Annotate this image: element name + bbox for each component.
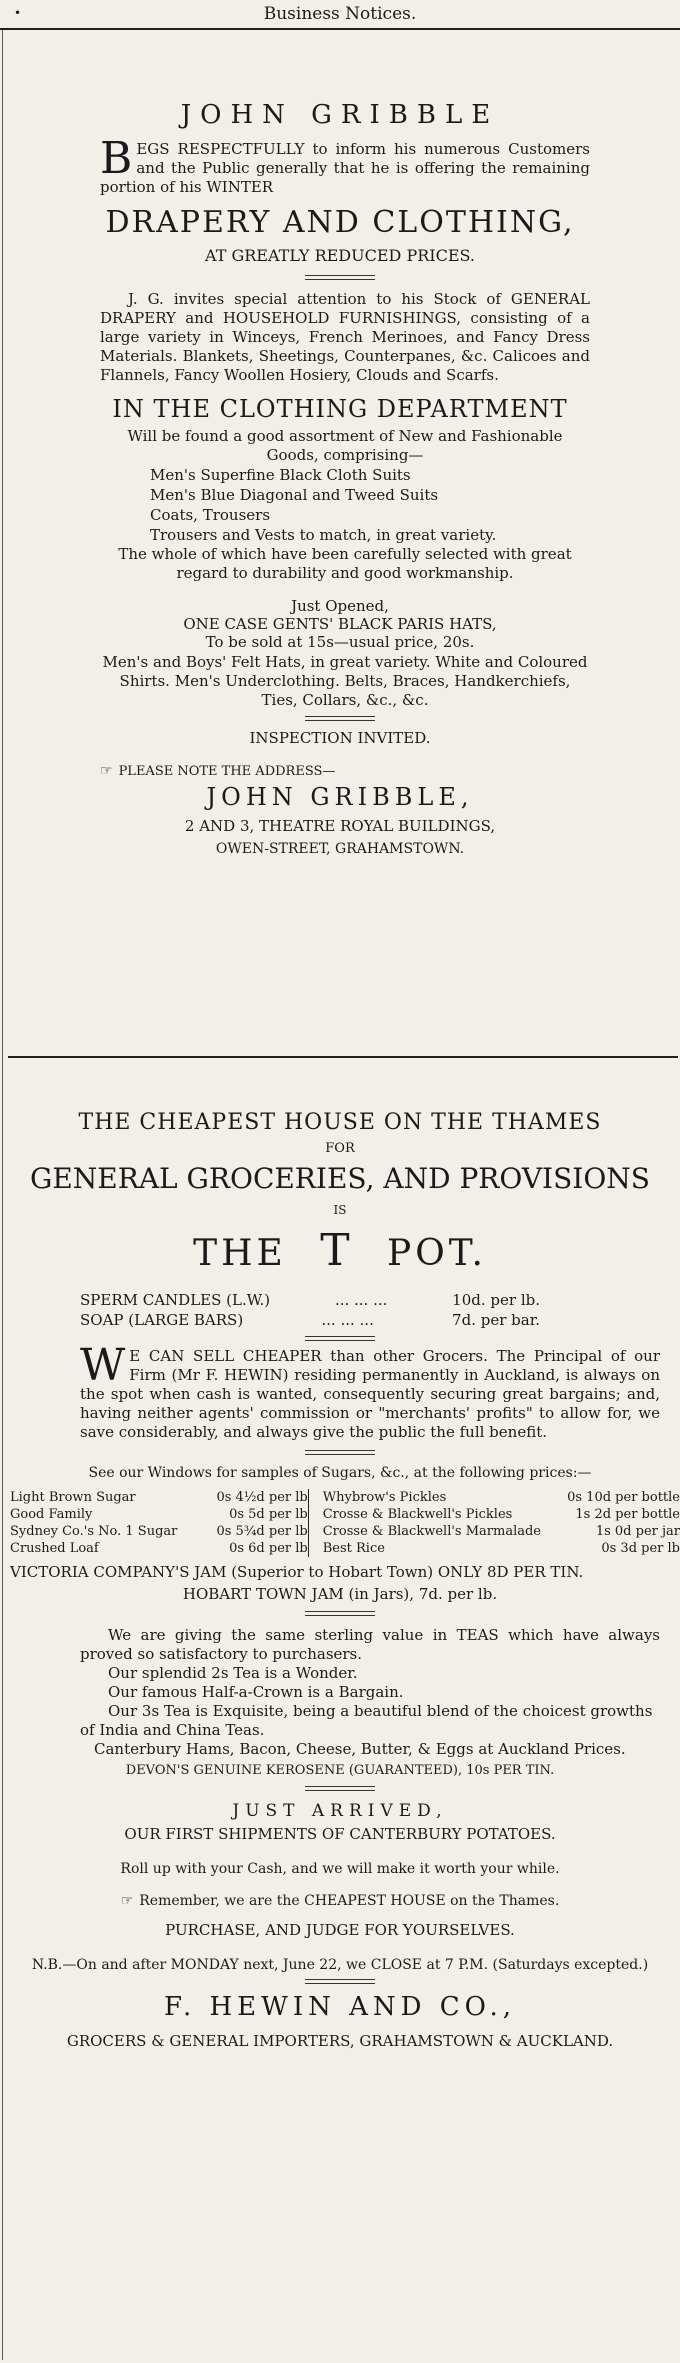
ornament-rule — [305, 1979, 375, 1984]
hats-price: To be sold at 15s—usual price, 20s. — [205, 633, 475, 651]
groceries-heading: GENERAL GROCERIES, AND PROVISIONS — [30, 1162, 650, 1195]
address-line-2: OWEN-STREET, GRAHAMSTOWN. — [215, 841, 465, 857]
gribble-ad — [0, 100, 680, 857]
ornament-rule — [305, 716, 375, 721]
drapery-paragraph: J. G. invites special attention to his Stock of GENERAL DRAPERY and HOUSEHOLD FURNISHINGS, consisting of a large variety in Winceys, French Merinoes, and Fancy Dress Materials. Blankets, Sheetings, Counterpanes, &c. Calicoes and Flannels, Fancy Woollen Hosiery, Clouds and Scarfs. — [100, 290, 590, 384]
section-title: Business Notices. — [263, 4, 417, 24]
potatoes-line: OUR FIRST SHIPMENTS OF CANTERBURY POTATOES. — [124, 1825, 556, 1843]
table-row: Sydney Co.'s No. 1 Sugar 0s 5¾d per lb — [10, 1524, 308, 1539]
address-name: JOHN GRIBBLE, — [206, 783, 474, 811]
cash-line: Roll up with your Cash, and we will make it worth your while. — [120, 1861, 560, 1877]
clothing-list — [0, 465, 680, 545]
purchase-line: PURCHASE, AND JUDGE FOR YOURSELVES. — [165, 1921, 515, 1939]
price-line: SOAP (LARGE BARS) ... ... ... 7d. per bar. — [80, 1311, 540, 1329]
hats-line: ONE CASE GENTS' BLACK PARIS HATS, — [183, 615, 497, 633]
gribble-name: JOHN GRIBBLE — [180, 100, 500, 130]
nb-line: N.B.—On and after MONDAY next, June 22, we CLOSE at 7 P.M. (Saturdays excepted.) — [31, 1957, 649, 1973]
is-line: IS — [333, 1203, 347, 1217]
ornament-rule — [305, 1786, 375, 1791]
price-lines — [80, 1290, 540, 1330]
list-item: Canterbury Hams, Bacon, Cheese, Butter, & Eggs at Auckland Prices. — [94, 1740, 626, 1758]
pickle-prices — [308, 1489, 680, 1557]
teas-paragraph: We are giving the same sterling value in TEAS which have always proved so satisfactory to purchasers. — [80, 1626, 660, 1663]
list-item: Our famous Half-a-Crown is a Bargain. — [108, 1683, 404, 1701]
list-item: Trousers and Vests to match, in great variety. — [150, 526, 497, 544]
dropcap-b: B — [100, 133, 133, 184]
cheapest-house: THE CHEAPEST HOUSE ON THE THAMES — [78, 1110, 602, 1135]
hewin-ad — [0, 1110, 680, 2050]
clothing-heading: IN THE CLOTHING DEPARTMENT — [112, 395, 568, 423]
firm-subtitle: GROCERS & GENERAL IMPORTERS, GRAHAMSTOWN & AUCKLAND. — [66, 2032, 614, 2050]
price-line: SPERM CANDLES (L.W.) ... ... ... 10d. per lb. — [80, 1291, 540, 1309]
windows-line: See our Windows for samples of Sugars, &c., at the following prices:— — [88, 1465, 592, 1481]
ornament-rule — [305, 1450, 375, 1455]
ornament-rule — [305, 1336, 375, 1341]
table-row: Light Brown Sugar 0s 4½d per lb — [10, 1490, 308, 1505]
tea-pot-mark: T — [320, 1225, 354, 1276]
table-row: Whybrow's Pickles 0s 10d per bottle — [322, 1490, 680, 1505]
firm-name: F. HEWIN AND CO., — [163, 1992, 517, 2022]
drapery-heading: DRAPERY AND CLOTHING, — [105, 205, 575, 240]
table-row: Crosse & Blackwell's Pickles 1s 2d per bottle — [322, 1507, 680, 1522]
table-row: Best Rice 0s 3d per lb — [322, 1541, 680, 1556]
remember-line: ☞ Remember, we are the CHEAPEST HOUSE on the Thames. — [120, 1893, 560, 1909]
inspection-invited: INSPECTION INVITED. — [249, 729, 431, 747]
ornament-rule — [305, 1611, 375, 1616]
bullet-mark: • — [14, 6, 22, 20]
pointing-hand-icon: ☞ — [100, 763, 113, 779]
list-item: Our 3s Tea is Exquisite, being a beautiful blend of the choicest growths of India and China Teas. — [80, 1702, 653, 1739]
clothing-intro: Will be found a good assortment of New and Fashionable Goods, comprising— — [127, 427, 563, 464]
sugar-prices — [10, 1489, 308, 1557]
price-table — [10, 1489, 680, 1557]
reduced-prices: AT GREATLY REDUCED PRICES. — [205, 246, 475, 265]
sell-cheaper-paragraph: W E CAN SELL CHEAPER than other Grocers. The Principal of our Firm (Mr F. HEWIN) residing permanently in Auckland, is always on the spot when cash is wanted, consequently securing great bargains; and, having neither agents' commission or "merchants' profits" to allow for, we save considerably, and always give the public the full benefit. — [80, 1340, 660, 1441]
hats-paragraph: Men's and Boys' Felt Hats, in great variety. White and Coloured Shirts. Men's Underclothing. Belts, Braces, Handkerchiefs, Ties, Collars, &c., &c. — [102, 653, 588, 709]
section-header — [0, 0, 680, 30]
address-line-1: 2 AND 3, THEATRE ROYAL BUILDINGS, — [184, 817, 496, 835]
dropcap-w: W — [80, 1340, 126, 1391]
table-row: Crushed Loaf 0s 6d per lb — [10, 1541, 308, 1556]
tea-lines — [80, 1664, 660, 1759]
hobart-jam: HOBART TOWN JAM (in Jars), 7d. per lb. — [182, 1585, 498, 1603]
list-item: Men's Blue Diagonal and Tweed Suits — [150, 486, 439, 504]
pointing-hand-icon: ☞ — [120, 1893, 134, 1909]
ornament-rule — [305, 275, 375, 280]
list-item: Men's Superfine Black Cloth Suits — [150, 466, 411, 484]
shop-name: THE T POT. — [193, 1225, 487, 1276]
gribble-intro: BEGS RESPECTFULLY to inform his numerous Customers and the Public generally that he is offering the remaining portion of his WINTER — [100, 133, 590, 196]
ad-divider — [8, 1056, 678, 1058]
just-opened: Just Opened, — [291, 597, 389, 615]
address-note: ☞ PLEASE NOTE THE ADDRESS— — [100, 763, 336, 779]
list-item: Coats, Trousers — [150, 506, 271, 524]
list-item: Our splendid 2s Tea is a Wonder. — [108, 1664, 358, 1682]
victoria-jam: VICTORIA COMPANY'S JAM (Superior to Hobart Town) ONLY 8D PER TIN. — [10, 1563, 584, 1581]
table-row: Crosse & Blackwell's Marmalade 1s 0d per jar — [322, 1524, 680, 1539]
just-arrived: JUST ARRIVED, — [232, 1801, 448, 1821]
clothing-note: The whole of which have been carefully selected with great regard to durability and good workmanship. — [118, 545, 572, 582]
table-row: Good Family 0s 5d per lb — [10, 1507, 308, 1522]
for-line: FOR — [325, 1141, 355, 1156]
kerosene-line: DEVON'S GENUINE KEROSENE (GUARANTEED), 10s PER TIN. — [125, 1763, 555, 1778]
